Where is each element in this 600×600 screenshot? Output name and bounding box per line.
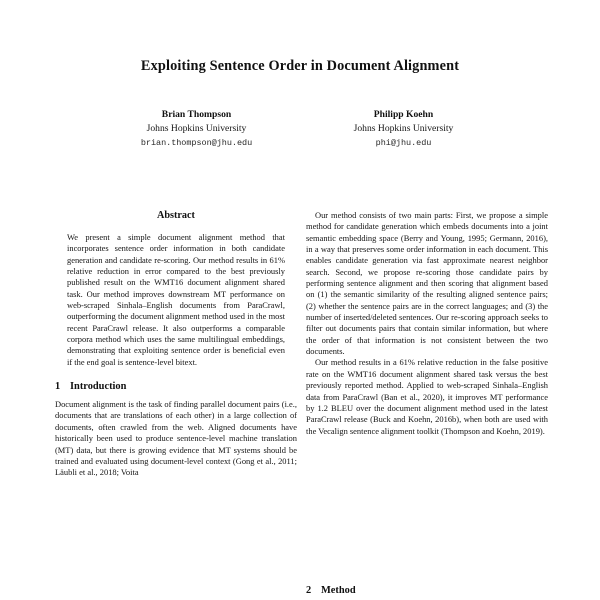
author-entry-2 <box>300 108 507 150</box>
left-column <box>55 210 297 479</box>
abstract-paragraph: We present a simple document alignment method that incorporates sentence order information in both candidate generation and candidate re-scoring. Our method results in 61% relative reduction in error compared to the best previously published result on the WMT16 document alignment shared task. Our method improves downstream MT performance on web-scraped Sinhala–English documents from ParaCrawl, outperforming the document alignment method used in the most recent ParaCrawl release. It also outperforms a comparable corpora method which uses the same multilingual embeddings, demonstrating that exploiting sentence order is beneficial even if the end goal is sentence-level bitext. <box>67 232 285 367</box>
title-block <box>0 58 600 76</box>
author-name: Brian Thompson <box>161 109 232 120</box>
author-affiliation: Johns Hopkins University <box>146 122 247 134</box>
section-title: Introduction <box>70 381 127 393</box>
author-affiliation: Johns Hopkins University <box>353 122 454 134</box>
body-paragraph: Document alignment is the task of finding parallel document pairs (i.e., documents that are translations of each other) in a large collection of documents, often crawled from the web. Aligned documents have historically been used to produce sentence-level machine translation (MT) data, but there is growing evidence that MT systems should be trained and evaluated using document-level context (Gong et al., 2011; Läubli et al., 2018; Voita <box>55 399 297 478</box>
author-email[interactable]: brian.thompson@jhu.edu <box>140 137 253 148</box>
abstract-body <box>67 232 285 368</box>
body-paragraph: Our method consists of two main parts: First, we propose a simple method for candidate generation which embeds documents into a joint semantic embedding space (Berry and Young, 1995; Germann, 2016), in a way that preserves some order information in each document. This enables candidate generation via fast approximate nearest neighbor search. Second, we propose re-scoring those candidate pairs by performing sentence alignment and then scoring that alignment based on (1) the semantic similarity of the resulting aligned sentence pairs; (2) whether the sentence pairs are in the correct languages; and (3) the number of inserted/deleted sentences. Our re-scoring approach seeks to filter out documents pairs that contain similar information, but where the order of that information is not consistent between the two documents. <box>306 210 548 357</box>
section-title: Method <box>321 586 356 596</box>
author-name: Philipp Koehn <box>373 109 434 120</box>
author-email[interactable]: phi@jhu.edu <box>375 137 432 148</box>
page-title: Exploiting Sentence Order in Document Alignment <box>140 58 460 74</box>
section-heading-introduction <box>55 381 297 392</box>
author-entry-1 <box>93 108 300 150</box>
section-heading-method-clipped <box>306 586 548 600</box>
section-number: 2 <box>306 586 312 596</box>
author-block <box>0 108 600 150</box>
section-number: 1 <box>55 381 61 393</box>
right-column <box>306 210 548 437</box>
body-paragraph: Our method results in a 61% relative reduction in the false positive rate on the WMT16 document alignment shared task versus the best previously reported method. Applied to web-scraped Sinhala–English data from ParaCrawl (Ban et al., 2020), it improves MT performance by 1.2 BLEU over the document alignment method used in the latest ParaCrawl release (Buck and Koehn, 2016b), when both are used with the Vecalign sentence alignment toolkit (Thompson and Koehn, 2019). <box>306 357 548 436</box>
abstract-heading: Abstract <box>157 210 195 221</box>
